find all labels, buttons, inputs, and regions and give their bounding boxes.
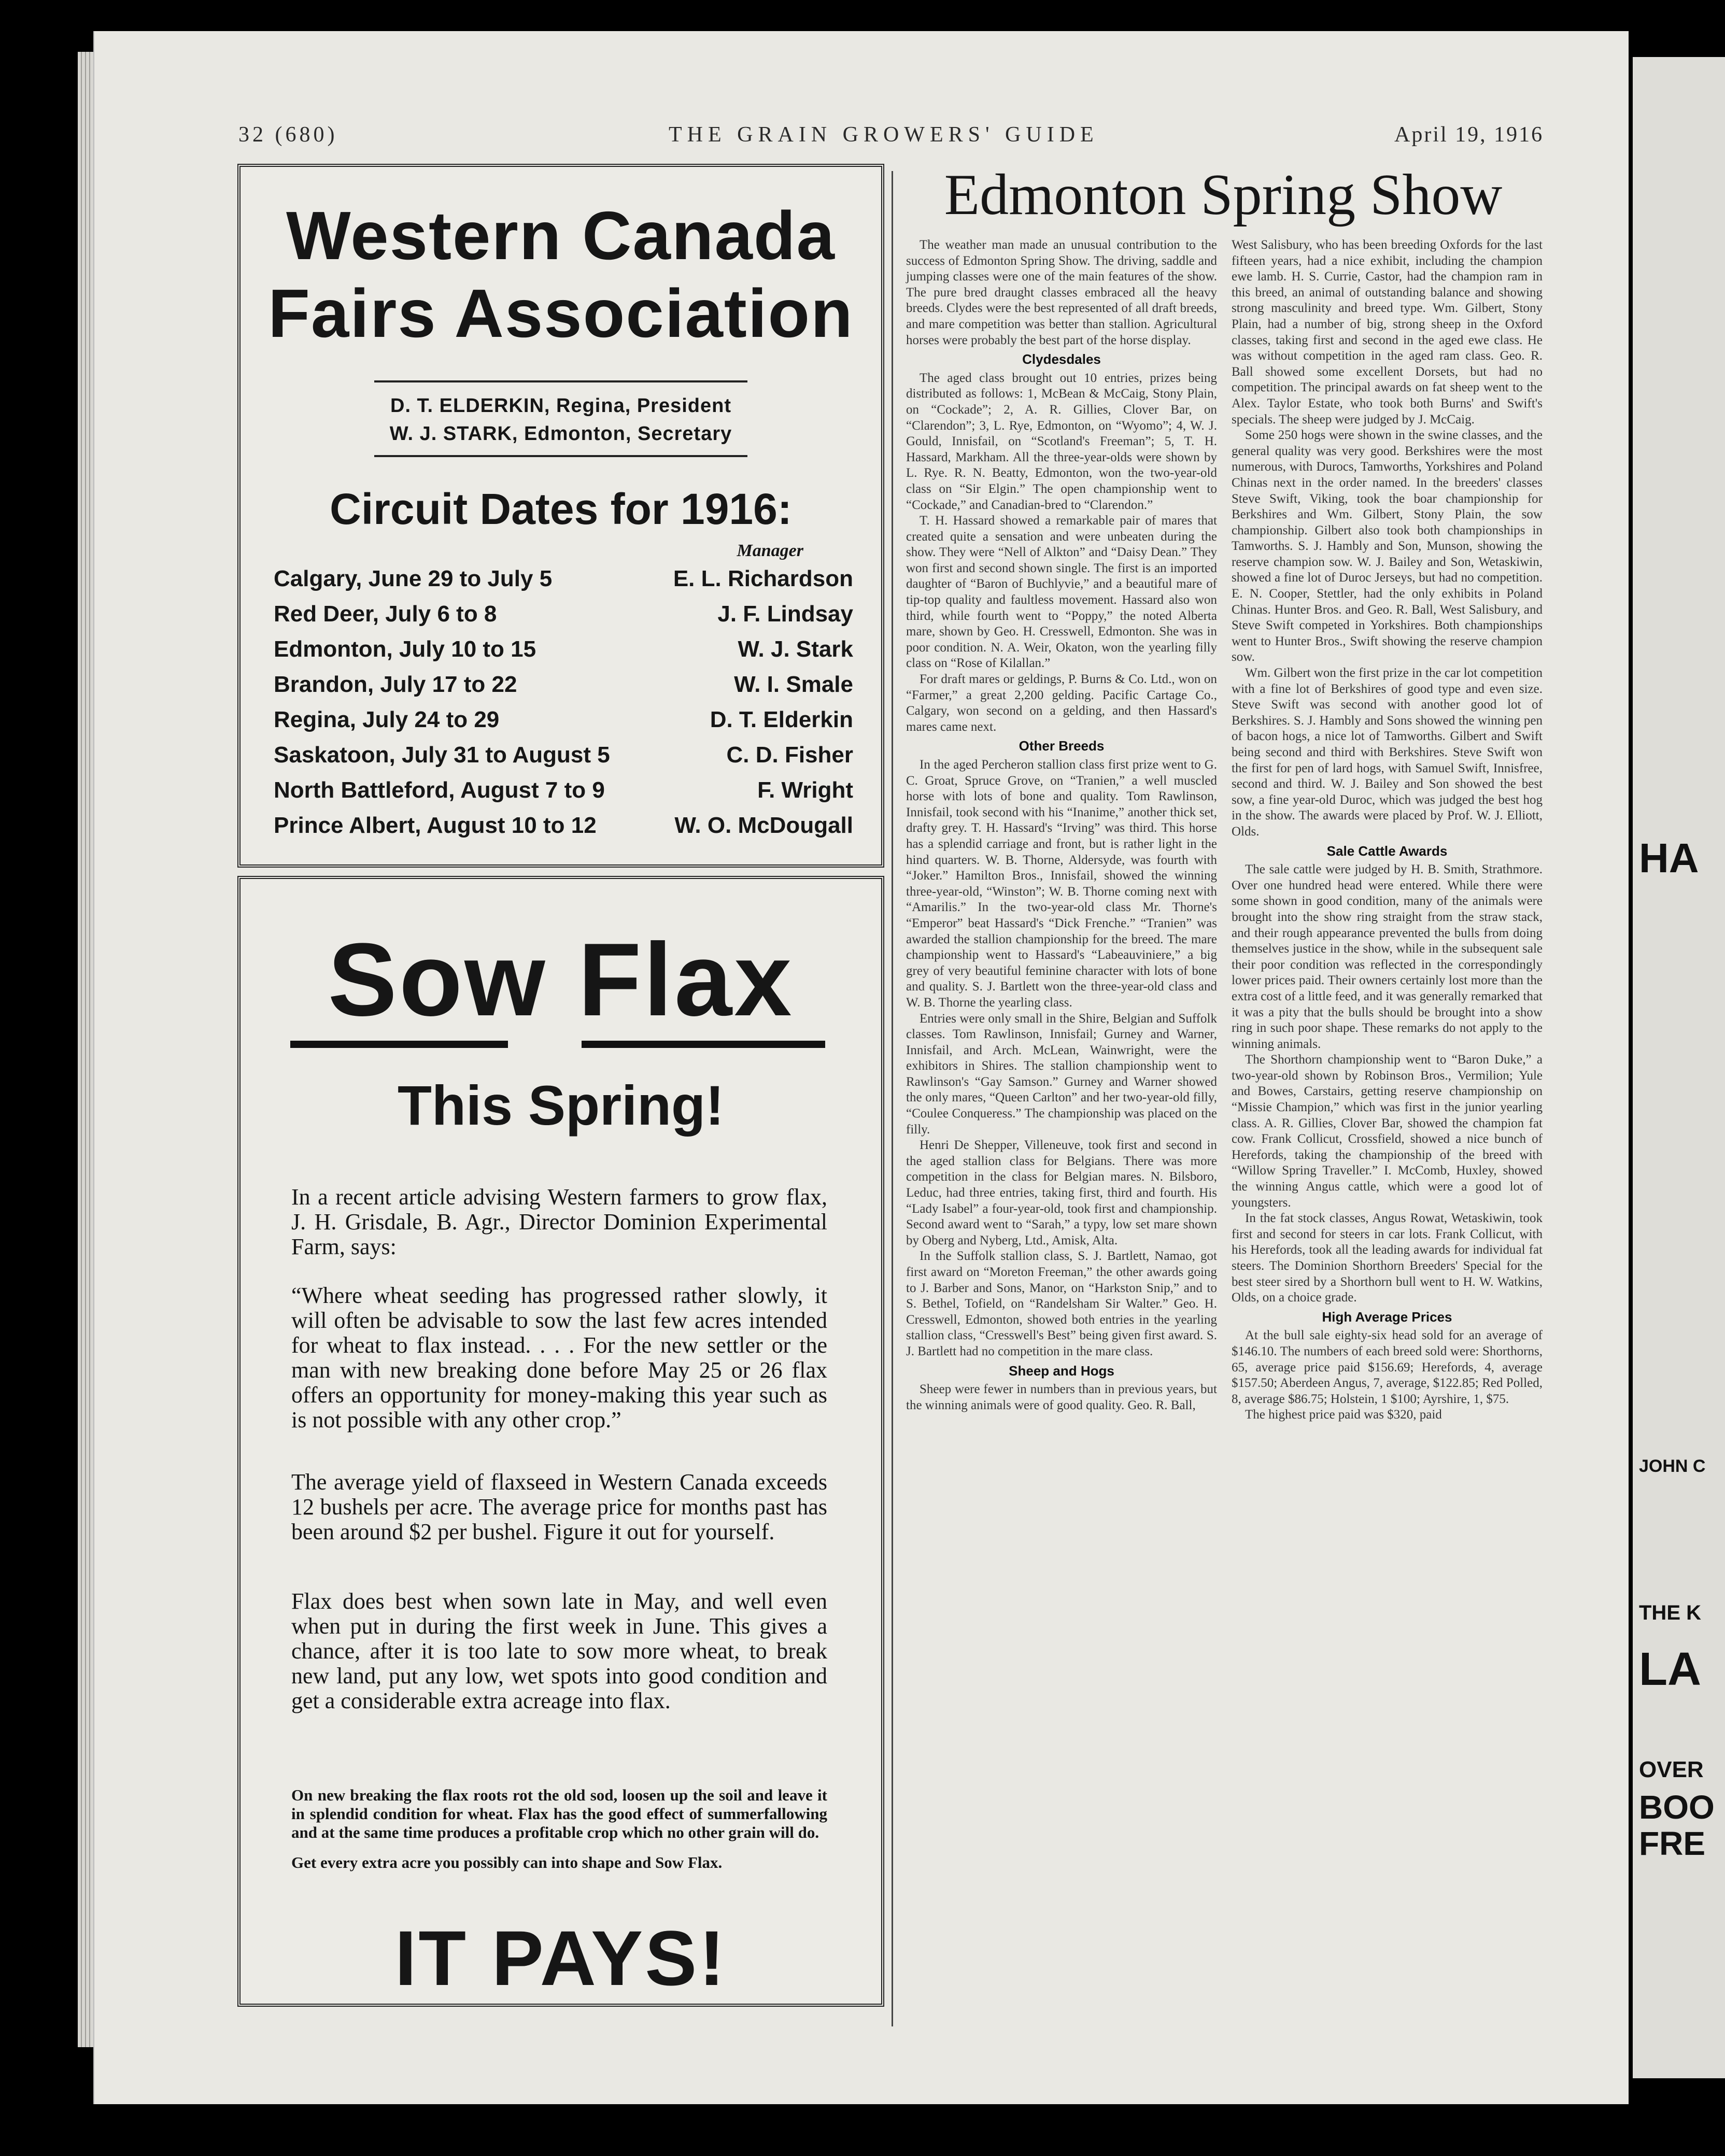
- circuit-dates: Regina, July 24 to 29: [274, 707, 500, 732]
- circuit-manager: D. T. Elderkin: [710, 707, 853, 732]
- issue-date: April 19, 1916: [1394, 123, 1544, 147]
- circuit-dates: Edmonton, July 10 to 15: [274, 636, 536, 662]
- fragment-text: LA: [1639, 1643, 1701, 1695]
- fragment-text: OVER: [1639, 1757, 1704, 1782]
- article-paragraph: The weather man made an unusual contribution to the success of Edmonton Spring Show. The driving, saddle and jumping classes were one of the main features of the show. The pure bred draught classes embraced all the heavy breeds. Clydes were the best represented of all draft breeds, and mare competition was better than stallion. Agricultural horses were probably the best part of the horse display.: [906, 238, 1217, 347]
- circuit-row: [274, 566, 853, 601]
- circuit-dates: North Battleford, August 7 to 9: [274, 777, 605, 803]
- circuit-row: [274, 813, 853, 848]
- fairs-ad-title: [241, 197, 881, 352]
- circuit-heading: Circuit Dates for 1916:: [330, 485, 792, 533]
- secretary-line: W. J. STARK, Edmonton, Secretary: [389, 423, 732, 445]
- president-line: D. T. ELDERKIN, Regina, President: [390, 395, 731, 417]
- article-paragraph: T. H. Hassard showed a remarkable pair of mares that created quite a sensation and were unbeaten during the show. They were “Nell of Alkton” and “Daisy Dean.” They won first and second shown single. The first is an imported daughter of “Baron of Buchlyvie,” and a beautiful mare of tip-top quality and faultless movement. Hassard also won third, while fourth went to “Poppy,” the noted Alberta mare, shown by Geo. H. Cresswell, Edmonton. She was in poor condition. N. A. Weir, Okaton, won the yearling filly class on “Rose of Kilallan.”: [906, 514, 1217, 671]
- article-paragraph: Henri De Shepper, Villeneuve, took first and second in the aged stallion class for Belgians. There was more competition in the class for Belgian mares. N. Bilsboro, Leduc, had three entries, taking first, third and fourth. His “Lady Isabel” a four-year-old, took first and championship. Second award went to “Sarah,” a typy, low set mare shown by Oberg and Nyberg, Ltd., Amisk, Alta.: [906, 1138, 1217, 1247]
- article-paragraph: Some 250 hogs were shown in the swine classes, and the general quality was very good. Berkshires were the most numerous, with Durocs, Tamworths, Yorkshires and Poland Chinas next in the order named. In the breeders' classes Steve Swift, Viking, took the boar championship for Berkshires and Wm. Gilbert, Stony Plain, the sow championship. Gilbert also took both championships in Tamworths. S. J. Hambly and Son, Munson, showing the reserve champion sow. W. J. Bailey and Son, Wetaskiwin, showed a fine lot of Duroc Jerseys, but had no competition. E. N. Cooper, Stettler, had the only exhibits in Poland Chinas. Hunter Bros. and Geo. R. Ball, West Salisbury, and Steve Swift competed in Yorkshires. Both championships went to Hunter Bros., Swift showing the reserve champion sow.: [1232, 428, 1543, 664]
- article-title: Edmonton Spring Show: [944, 163, 1503, 227]
- headline-underline: [290, 1041, 508, 1048]
- fairs-association-ad: [237, 164, 884, 868]
- flax-yield-paragraph: The average yield of flaxseed in Western Canada exceeds 12 bushels per acre. The average price for months past has been around $2 per bushel. Figure it out for yourself.: [291, 1469, 827, 1544]
- circuit-manager: W. I. Smale: [734, 672, 853, 697]
- article-paragraph: In the aged Percheron stallion class first prize went to G. C. Groat, Spruce Grove, on “Tranien,” a well muscled horse with lots of bone and quality. Tom Rawlinson, Innisfail, took second with his “Inanime,” another thick set, drafty grey. T. H. Hassard's “Irving” was third. This horse has a splendid carriage and front, but is rather light in the hind quarters. W. B. Thorne, Aldersyde, was fourth with “Joker.” Hamilton Bros., Innisfail, showed the winning three-year-old, “Winston”; W. B. Thorne coming next with “Amarilis.” In the two-year-old class Mr. Thorne's “Emperor” beat Hassard's “Dick Frenche.” “Tranien” was awarded the stallion championship for the breed. The mare championship went to Hassard's “Labeauviniere,” a big grey of very beautiful feminine character with lots of bone and quality. S. J. Bartlett won the three-year-old class and W. B. Thorne the yearling class.: [906, 758, 1217, 1010]
- circuit-dates: Prince Albert, August 10 to 12: [274, 813, 597, 838]
- flax-timing-paragraph: Flax does best when sown late in May, and well even when put in during the first week in June. This gives a chance, after it is too late to sow more wheat, to break new land, put any low, wet spots into good condition and get a considerable extra acreage into flax.: [291, 1588, 827, 1713]
- article-paragraph: In the Suffolk stallion class, S. J. Bartlett, Namao, got first award on “Moreton Freeman,” the other awards going to J. Barber and Sons, Manor, on “Harkston Snip,” and to S. Bethel, Tofield, on “Randelsham Sir Walter.” Geo. H. Cresswell, Edmonton, showed both entries in the yearling stallion class, “Cresswell's Best” being given first award. S. J. Bartlett had no competition in the mare class.: [906, 1249, 1217, 1358]
- circuit-manager: W. O. McDougall: [674, 813, 853, 838]
- fairs-ad-title-line1: Western Canada: [286, 197, 836, 274]
- headline-underline: [582, 1041, 825, 1048]
- article-paragraph: The highest price paid was $320, paid: [1245, 1408, 1442, 1422]
- fragment-text: HA: [1639, 835, 1699, 881]
- flax-breaking-paragraph: On new breaking the flax roots rot the old sod, loosen up the soil and leave it in splendid condition for wheat. Flax has the good effect of summerfallowing and at the same time produces a profitable crop which no other grain will do.: [291, 1786, 827, 1841]
- circuit-manager: J. F. Lindsay: [717, 601, 853, 627]
- article-paragraph: Sheep were fewer in numbers than in previous years, but the winning animals were of good quality. Geo. R. Ball,: [906, 1382, 1217, 1412]
- article-paragraph: The sale cattle were judged by H. B. Smith, Strathmore. Over one hundred head were entered. While there were some shown in good condition, many of the animals were brought into the show ring straight from the straw stack, and their rough appearance prevented the bulls from doing themselves justice in the show, while in the subsequent sale their poor condition was reflected in the correspondingly lower prices paid. Their owners certainly lost more than the extra cost of a little feed, and it was generally remarked that it was a pity that the bulls should be brought into a show ring in such poor shape. These remarks do not apply to the winning animals.: [1232, 862, 1543, 1051]
- flax-it-pays: IT PAYS!: [394, 1914, 727, 2002]
- article-paragraph: At the bull sale eighty-six head sold for an average of $146.10. The numbers of each breed sold were: Shorthorns, 65, average price paid $156.69; Herefords, 4, average $157.50; Aberdeen Angus, 7, average, $122.85; Red Polled, 8, average $86.75; Holstein, 1 $100; Ayrshire, 1, $75.: [1232, 1328, 1543, 1406]
- article-paragraph: The Shorthorn championship went to “Baron Duke,” a two-year-old shown by Robinson Bros., Vermilion; Yule and Bowes, Carstairs, getting reserve championship on “Missie Champion,” which was first in the junior yearling class. A. R. Gillies, Clover Bar, showed the champion fat cow. Frank Collicut, Crossfield, showed a nice bunch of Herefords, taking the championship of the breed with “Willow Spring Traveller.” I. McComb, Huxley, showed the winning Angus cattle, which were a good lot of youngsters.: [1232, 1053, 1543, 1210]
- article-column-1: [906, 237, 1217, 1413]
- fragment-text: FRE: [1639, 1825, 1705, 1862]
- circuit-row: [274, 742, 853, 777]
- circuit-row: [274, 636, 853, 672]
- divider: [374, 380, 747, 382]
- article-paragraph: The aged class brought out 10 entries, prizes being distributed as follows: 1, McBean & McCaig, Stony Plain, on “Cockade”; 2, A. R. Gillies, Clover Bar, on “Clarendon”; 3, L. Rye, Edmonton, on “Wyomo”; 4, W. J. Gould, Innisfail, on “Scotland's Freeman”; 5, T. H. Hassard, Markham. All the three-year-olds were shown by L. Rye. R. N. Beatty, Edmonton, won the two-year-old class on “Sir Elgin.” The open championship went to “Cockade,” and Canadian-bred to “Clarendon.”: [906, 371, 1217, 512]
- circuit-manager: F. Wright: [757, 777, 853, 803]
- section-heading: Sale Cattle Awards: [1326, 843, 1448, 859]
- circuit-manager: W. J. Stark: [738, 636, 853, 662]
- article-paragraph: Wm. Gilbert won the first prize in the car lot competition with a fine lot of Berkshires of good type and even size. Steve Swift was second with another good lot of Berkshires. S. J. Hambly and Sons showed the winning pen of bacon hogs, a nice lot of Tamworths. Gilbert and Swift being second and third with Berkshires. Steve Swift won the first for pen of lard hogs, with Samuel Swift, Innisfree, second and third. W. J. Bailey and Son showed the best sow, a fine year-old Duroc, which was judged the best hog in the show. The awards were placed by Prof. W. J. Elliott, Olds.: [1232, 666, 1543, 839]
- fragment-text: JOHN C: [1639, 1456, 1706, 1476]
- circuit-manager: E. L. Richardson: [673, 566, 853, 591]
- flax-quote: “Where wheat seeding has progressed rather slowly, it will often be advisable to sow the last few acres intended for wheat to flax instead. . . . For the new settler or the man with new breaking done before May 25 or 26 flax offers an opportunity for money-making this year such as is not possible with any other crop.”: [291, 1283, 827, 1432]
- article-paragraph: In the fat stock classes, Angus Rowat, Wetaskiwin, took first and second for steers in car lots. Frank Collicut, with his Herefords, took all the leading awards for individual fat steers. The Dominion Shorthorn Breeders' Special for the best steer sired by a Shorthorn bull went to H. W. Watkins, Olds, on a choice grade.: [1232, 1211, 1543, 1305]
- fragment-text: THE K: [1639, 1601, 1701, 1624]
- circuit-row: [274, 707, 853, 742]
- circuit-manager: C. D. Fisher: [726, 742, 853, 768]
- circuit-dates: Brandon, July 17 to 22: [274, 672, 517, 697]
- masthead: THE GRAIN GROWERS' GUIDE: [669, 123, 1099, 147]
- flax-ad: [237, 876, 884, 2007]
- article-paragraph: For draft mares or geldings, P. Burns & Co. Ltd., won on “Farmer,” a great 2,200 gelding. Pacific Cartage Co., Calgary, won second on a gelding, and then Hassard's mares came next.: [906, 672, 1217, 734]
- manager-label: Manager: [737, 541, 803, 560]
- flax-closing-note: Get every extra acre you possibly can into shape and Sow Flax.: [291, 1853, 723, 1871]
- page-number: 32 (680): [238, 123, 338, 147]
- section-heading: Other Breeds: [1019, 738, 1105, 754]
- section-heading: Sheep and Hogs: [1009, 1363, 1114, 1379]
- divider: [374, 455, 747, 457]
- fairs-ad-title-line2: Fairs Association: [268, 275, 854, 351]
- article-paragraph: West Salisbury, who has been breeding Oxfords for the last fifteen years, had a nice exhibit, including the champion ewe lamb. H. S. Currie, Castor, had the champion ram in this breed, an animal of outstanding balance and showing strong masculinity and breed type. Wm. Gilbert, Stony Plain, had a number of big, strong sheep in the Oxford classes, taking first and second in the aged ewe class. He was without competition in the aged ram class. Geo. R. Ball showed some excellent Dorsets, but had no competition. The principal awards on fat sheep went to the Alex. Taylor Estate, who took both Burns' and Swift's specials. The sheep were judged by J. McCaig.: [1232, 238, 1543, 427]
- fragment-text: BOO: [1639, 1789, 1715, 1826]
- flax-intro: In a recent article advising Western farmers to grow flax, J. H. Grisdale, B. Agr., Director Dominion Experimental Farm, says:: [291, 1184, 827, 1259]
- flax-headline: Sow Flax: [328, 922, 794, 1038]
- column-rule: [892, 171, 893, 2026]
- article-paragraph: Entries were only small in the Shire, Belgian and Suffolk classes. Tom Rawlinson, Innisfail; Gurney and Warner, Innisfail, and Arch. McLean, Wainwright, were the exhibitors in Shires. The stallion championship went to Rawlinson's “Gay Samson.” Gurney and Warner showed the only mares, “Queen Carlton” and her two-year-old filly, “Coulee Conqueress.” The championship was placed on the filly.: [906, 1011, 1217, 1137]
- circuit-dates: Calgary, June 29 to July 5: [274, 566, 553, 591]
- circuit-row: [274, 672, 853, 707]
- circuit-row: [274, 601, 853, 636]
- circuit-dates: Red Deer, July 6 to 8: [274, 601, 497, 627]
- flax-subhead: This Spring!: [398, 1074, 724, 1137]
- section-heading: Clydesdales: [1022, 351, 1101, 367]
- circuit-dates: Saskatoon, July 31 to August 5: [274, 742, 610, 768]
- circuit-row: [274, 777, 853, 813]
- adjacent-page-fragment: [1633, 57, 1725, 2078]
- section-heading: High Average Prices: [1322, 1309, 1452, 1325]
- article-column-2: [1232, 237, 1543, 1423]
